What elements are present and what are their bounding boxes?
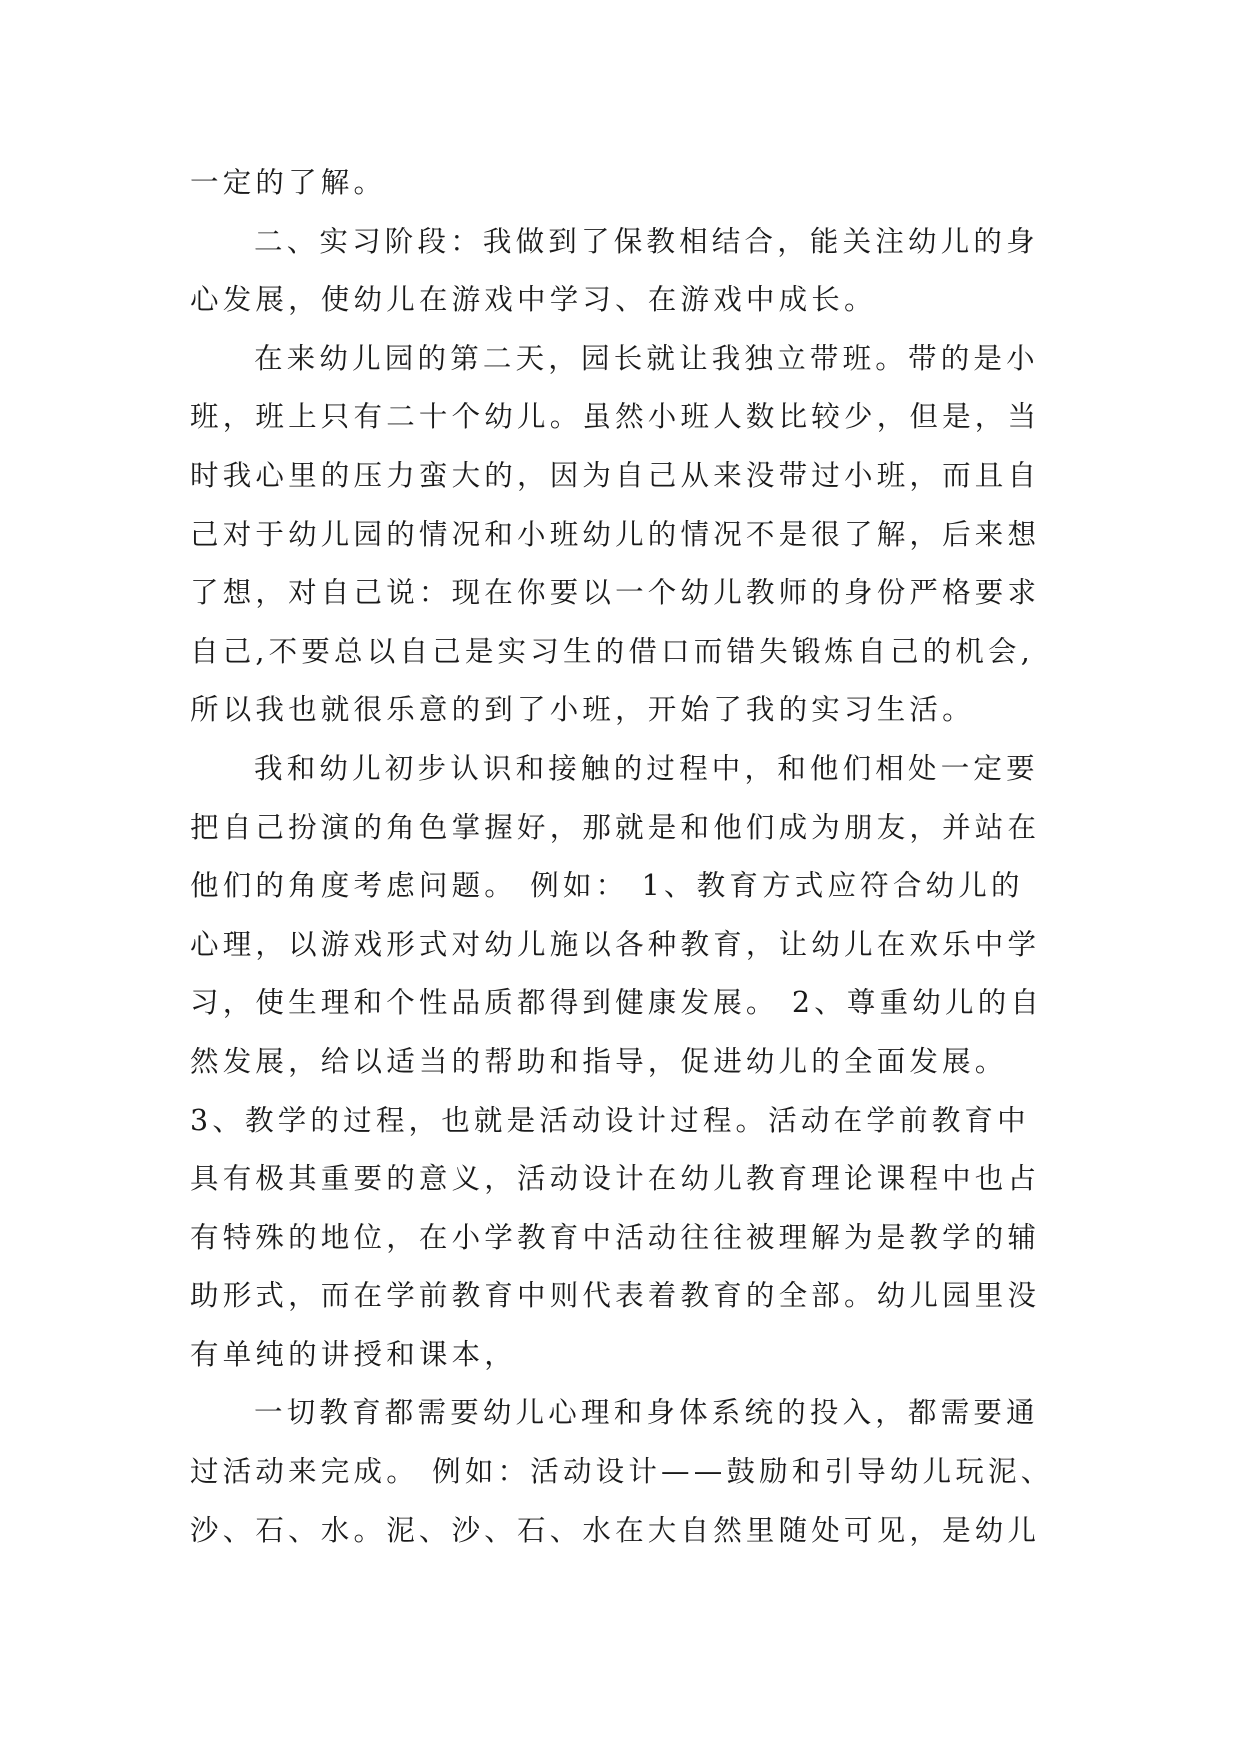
text-line: 心发展，使幼儿在游戏中学习、在游戏中成长。: [190, 283, 877, 317]
text-line: 有特殊的地位，在小学教育中活动往往被理解为是教学的辅: [190, 1220, 1041, 1254]
text-line: 班，班上只有二十个幼儿。虽然小班人数比较少，但是，当: [190, 400, 1041, 434]
text-line: 心理，以游戏形式对幼儿施以各种教育，让幼儿在欢乐中学: [190, 927, 1041, 961]
text-line: 我和幼儿初步认识和接触的过程中，和他们相处一定要: [254, 751, 1039, 785]
text-line: 过活动来完成。 例如：活动设计——鼓励和引导幼儿玩泥、: [190, 1455, 1054, 1489]
text-line: 有单纯的讲授和课本，: [190, 1337, 518, 1371]
text-line: 具有极其重要的意义，活动设计在幼儿教育理论课程中也占: [190, 1162, 1041, 1196]
text-line: 时我心里的压力蛮大的，因为自己从来没带过小班，而且自: [190, 458, 1041, 492]
text-line: 沙、石、水。泥、沙、石、水在大自然里随处可见，是幼儿: [190, 1513, 1041, 1547]
text-line: 一切教育都需要幼儿心理和身体系统的投入，都需要通: [254, 1396, 1039, 1430]
text-line: 自己,不要总以自己是实习生的借口而错失锻炼自己的机会,: [190, 634, 1035, 668]
text-line: 二、实习阶段：我做到了保教相结合，能关注幼儿的身: [254, 224, 1039, 258]
text-line: 所以我也就很乐意的到了小班，开始了我的实习生活。: [190, 693, 975, 727]
text-line: 他们的角度考虑问题。 例如： 1、教育方式应符合幼儿的: [190, 869, 1024, 903]
text-line: 把自己扮演的角色掌握好，那就是和他们成为朋友，并站在: [190, 810, 1041, 844]
text-line: 然发展，给以适当的帮助和指导，促进幼儿的全面发展。: [190, 1044, 1008, 1078]
document-body: [190, 154, 1070, 1560]
text-line: 3、教学的过程，也就是活动设计过程。活动在学前教育中: [190, 1103, 1030, 1137]
text-line: 了想，对自己说：现在你要以一个幼儿教师的身份严格要求: [190, 576, 1041, 610]
text-line: 助形式，而在学前教育中则代表着教育的全部。幼儿园里没: [190, 1279, 1041, 1313]
text-line: 一定的了解。: [190, 166, 387, 199]
text-line: 习，使生理和个性品质都得到健康发展。 2、尊重幼儿的自: [190, 986, 1044, 1020]
text-line: 在来幼儿园的第二天，园长就让我独立带班。带的是小: [254, 341, 1039, 375]
text-line: 己对于幼儿园的情况和小班幼儿的情况不是很了解，后来想: [190, 517, 1041, 551]
